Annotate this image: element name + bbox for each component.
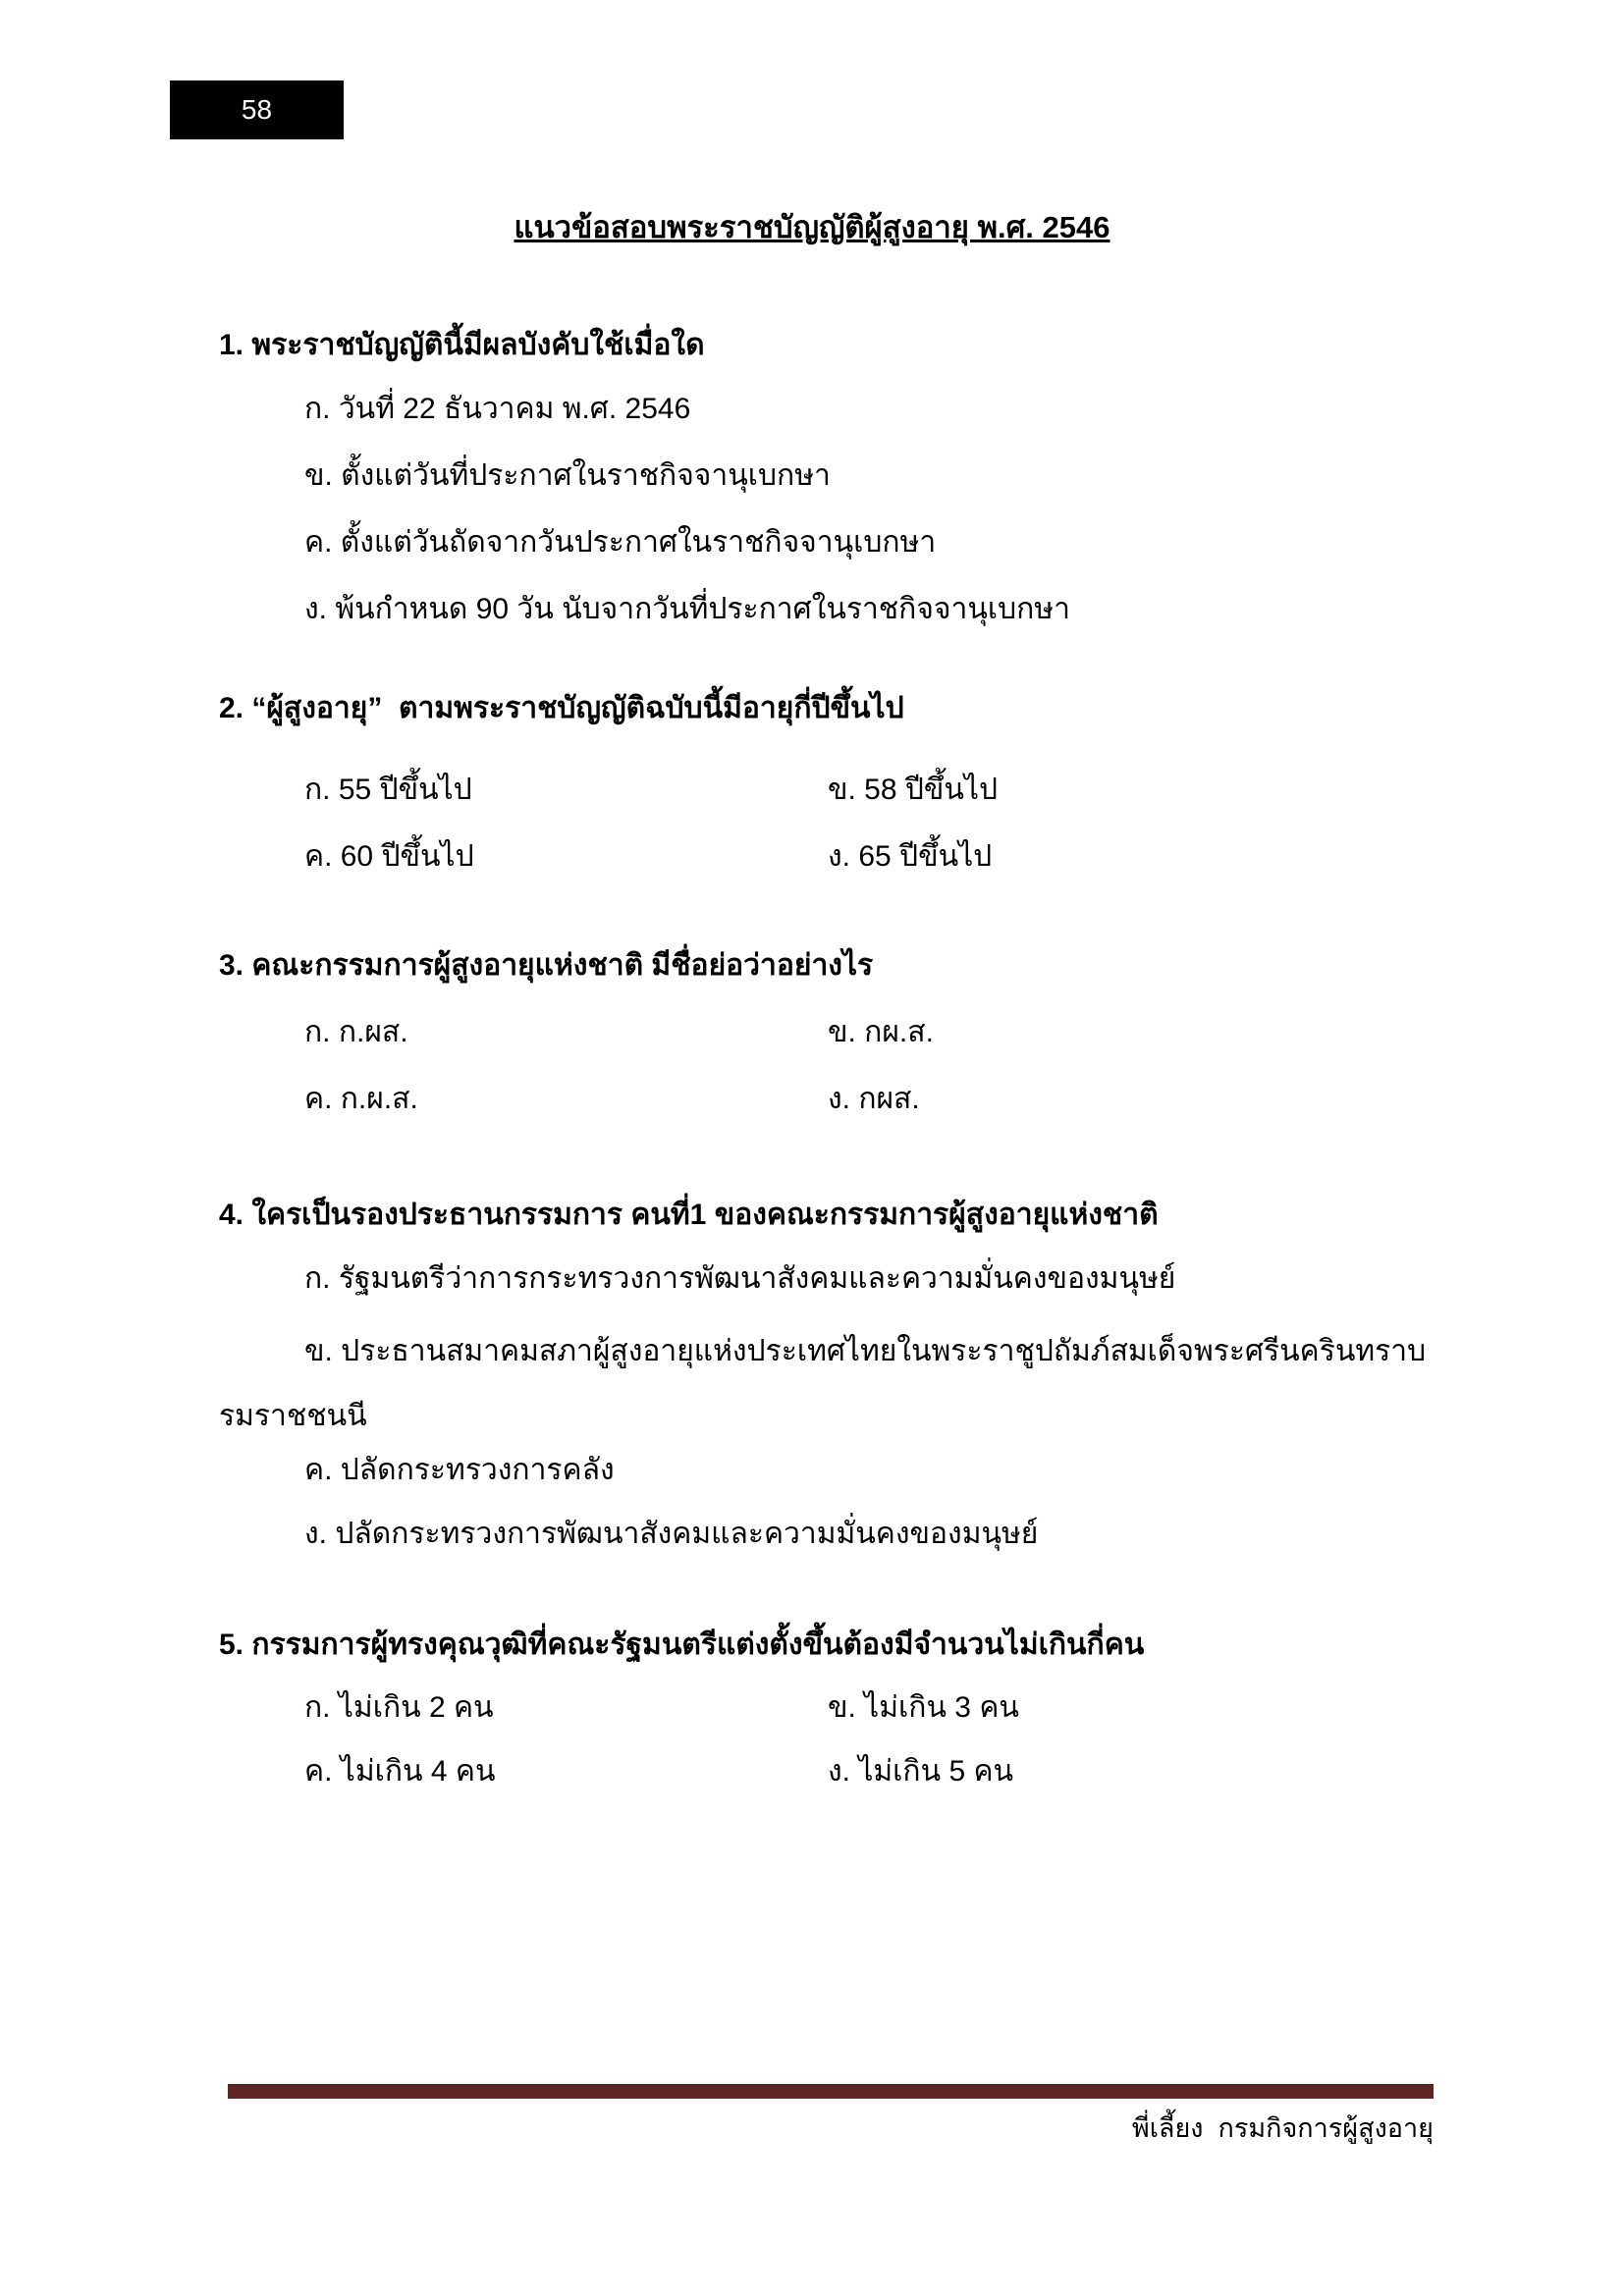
question-5-text: 5. กรรมการผู้ทรงคุณวุฒิที่คณะรัฐมนตรีแต่งตั้งขึ้นต้องมีจำนวนไม่เกินกี่คน	[219, 1629, 1145, 1661]
q3-choice-c: ค. ก.ผ.ส.	[304, 1083, 418, 1115]
q3-choice-d: ง. กผส.	[828, 1083, 920, 1115]
q4-choice-b: ข. ประธานสมาคมสภาผู้สูงอายุแห่งประเทศไทยในพระราชูปถัมภ์สมเด็จพระศรีนครินทราบรมราชชนนี	[219, 1335, 1427, 1432]
q2-choice-c: ค. 60 ปีขึ้นไป	[304, 840, 474, 873]
q3-choice-a: ก. ก.ผส.	[304, 1016, 408, 1048]
question-3-text: 3. คณะกรรมการผู้สูงอายุแห่งชาติ มีชื่อย่อว่าอย่างไร	[219, 949, 874, 982]
q1-choice-b: ข. ตั้งแต่วันที่ประกาศในราชกิจจานุเบกษา	[304, 459, 831, 492]
q2-choice-d: ง. 65 ปีขึ้นไป	[828, 840, 993, 873]
question-2-text: 2. “ผู้สูงอายุ” ตามพระราชบัญญัติฉบับนี้มีอายุกี่ปีขึ้นไป	[219, 692, 904, 724]
q5-choice-c: ค. ไม่เกิน 4 คน	[304, 1755, 496, 1788]
document-title: แนวข้อสอบพระราชบัญญัติผู้สูงอายุ พ.ศ. 2546	[514, 210, 1110, 244]
q2-choice-a: ก. 55 ปีขึ้นไป	[304, 774, 472, 806]
q5-choice-a: ก. ไม่เกิน 2 คน	[304, 1691, 494, 1724]
q4-choice-a: ก. รัฐมนตรีว่าการกระทรวงการพัฒนาสังคมและความมั่นคงของมนุษย์	[304, 1262, 1176, 1295]
page-number-badge	[170, 80, 344, 139]
q1-choice-d: ง. พ้นกำหนด 90 วัน นับจากวันที่ประกาศในราชกิจจานุเบกษา	[304, 593, 1070, 625]
q1-choice-a: ก. วันที่ 22 ธันวาคม พ.ศ. 2546	[304, 393, 691, 425]
question-1-text: 1. พระราชบัญญัตินี้มีผลบังคับใช้เมื่อใด	[219, 329, 705, 361]
q3-choice-b: ข. กผ.ส.	[828, 1016, 934, 1048]
q4-choice-d: ง. ปลัดกระทรวงการพัฒนาสังคมและความมั่นคงของมนุษย์	[304, 1518, 1039, 1550]
q2-choice-b: ข. 58 ปีขึ้นไป	[828, 774, 999, 806]
page-number: 58	[241, 94, 273, 125]
q1-choice-c: ค. ตั้งแต่วันถัดจากวันประกาศในราชกิจจานุเบกษา	[304, 526, 937, 559]
q5-choice-b: ข. ไม่เกิน 3 คน	[828, 1691, 1019, 1724]
q4-choice-c: ค. ปลัดกระทรวงการคลัง	[304, 1454, 615, 1486]
question-4-text: 4. ใครเป็นรองประธานกรรมการ คนที่1 ของคณะกรรมการผู้สูงอายุแห่งชาติ	[219, 1199, 1159, 1231]
footer-rule	[228, 2084, 1434, 2099]
footer-credit: พี่เลี้ยง กรมกิจการผู้สูงอายุ	[1131, 2113, 1434, 2143]
q5-choice-d: ง. ไม่เกิน 5 คน	[828, 1755, 1014, 1788]
